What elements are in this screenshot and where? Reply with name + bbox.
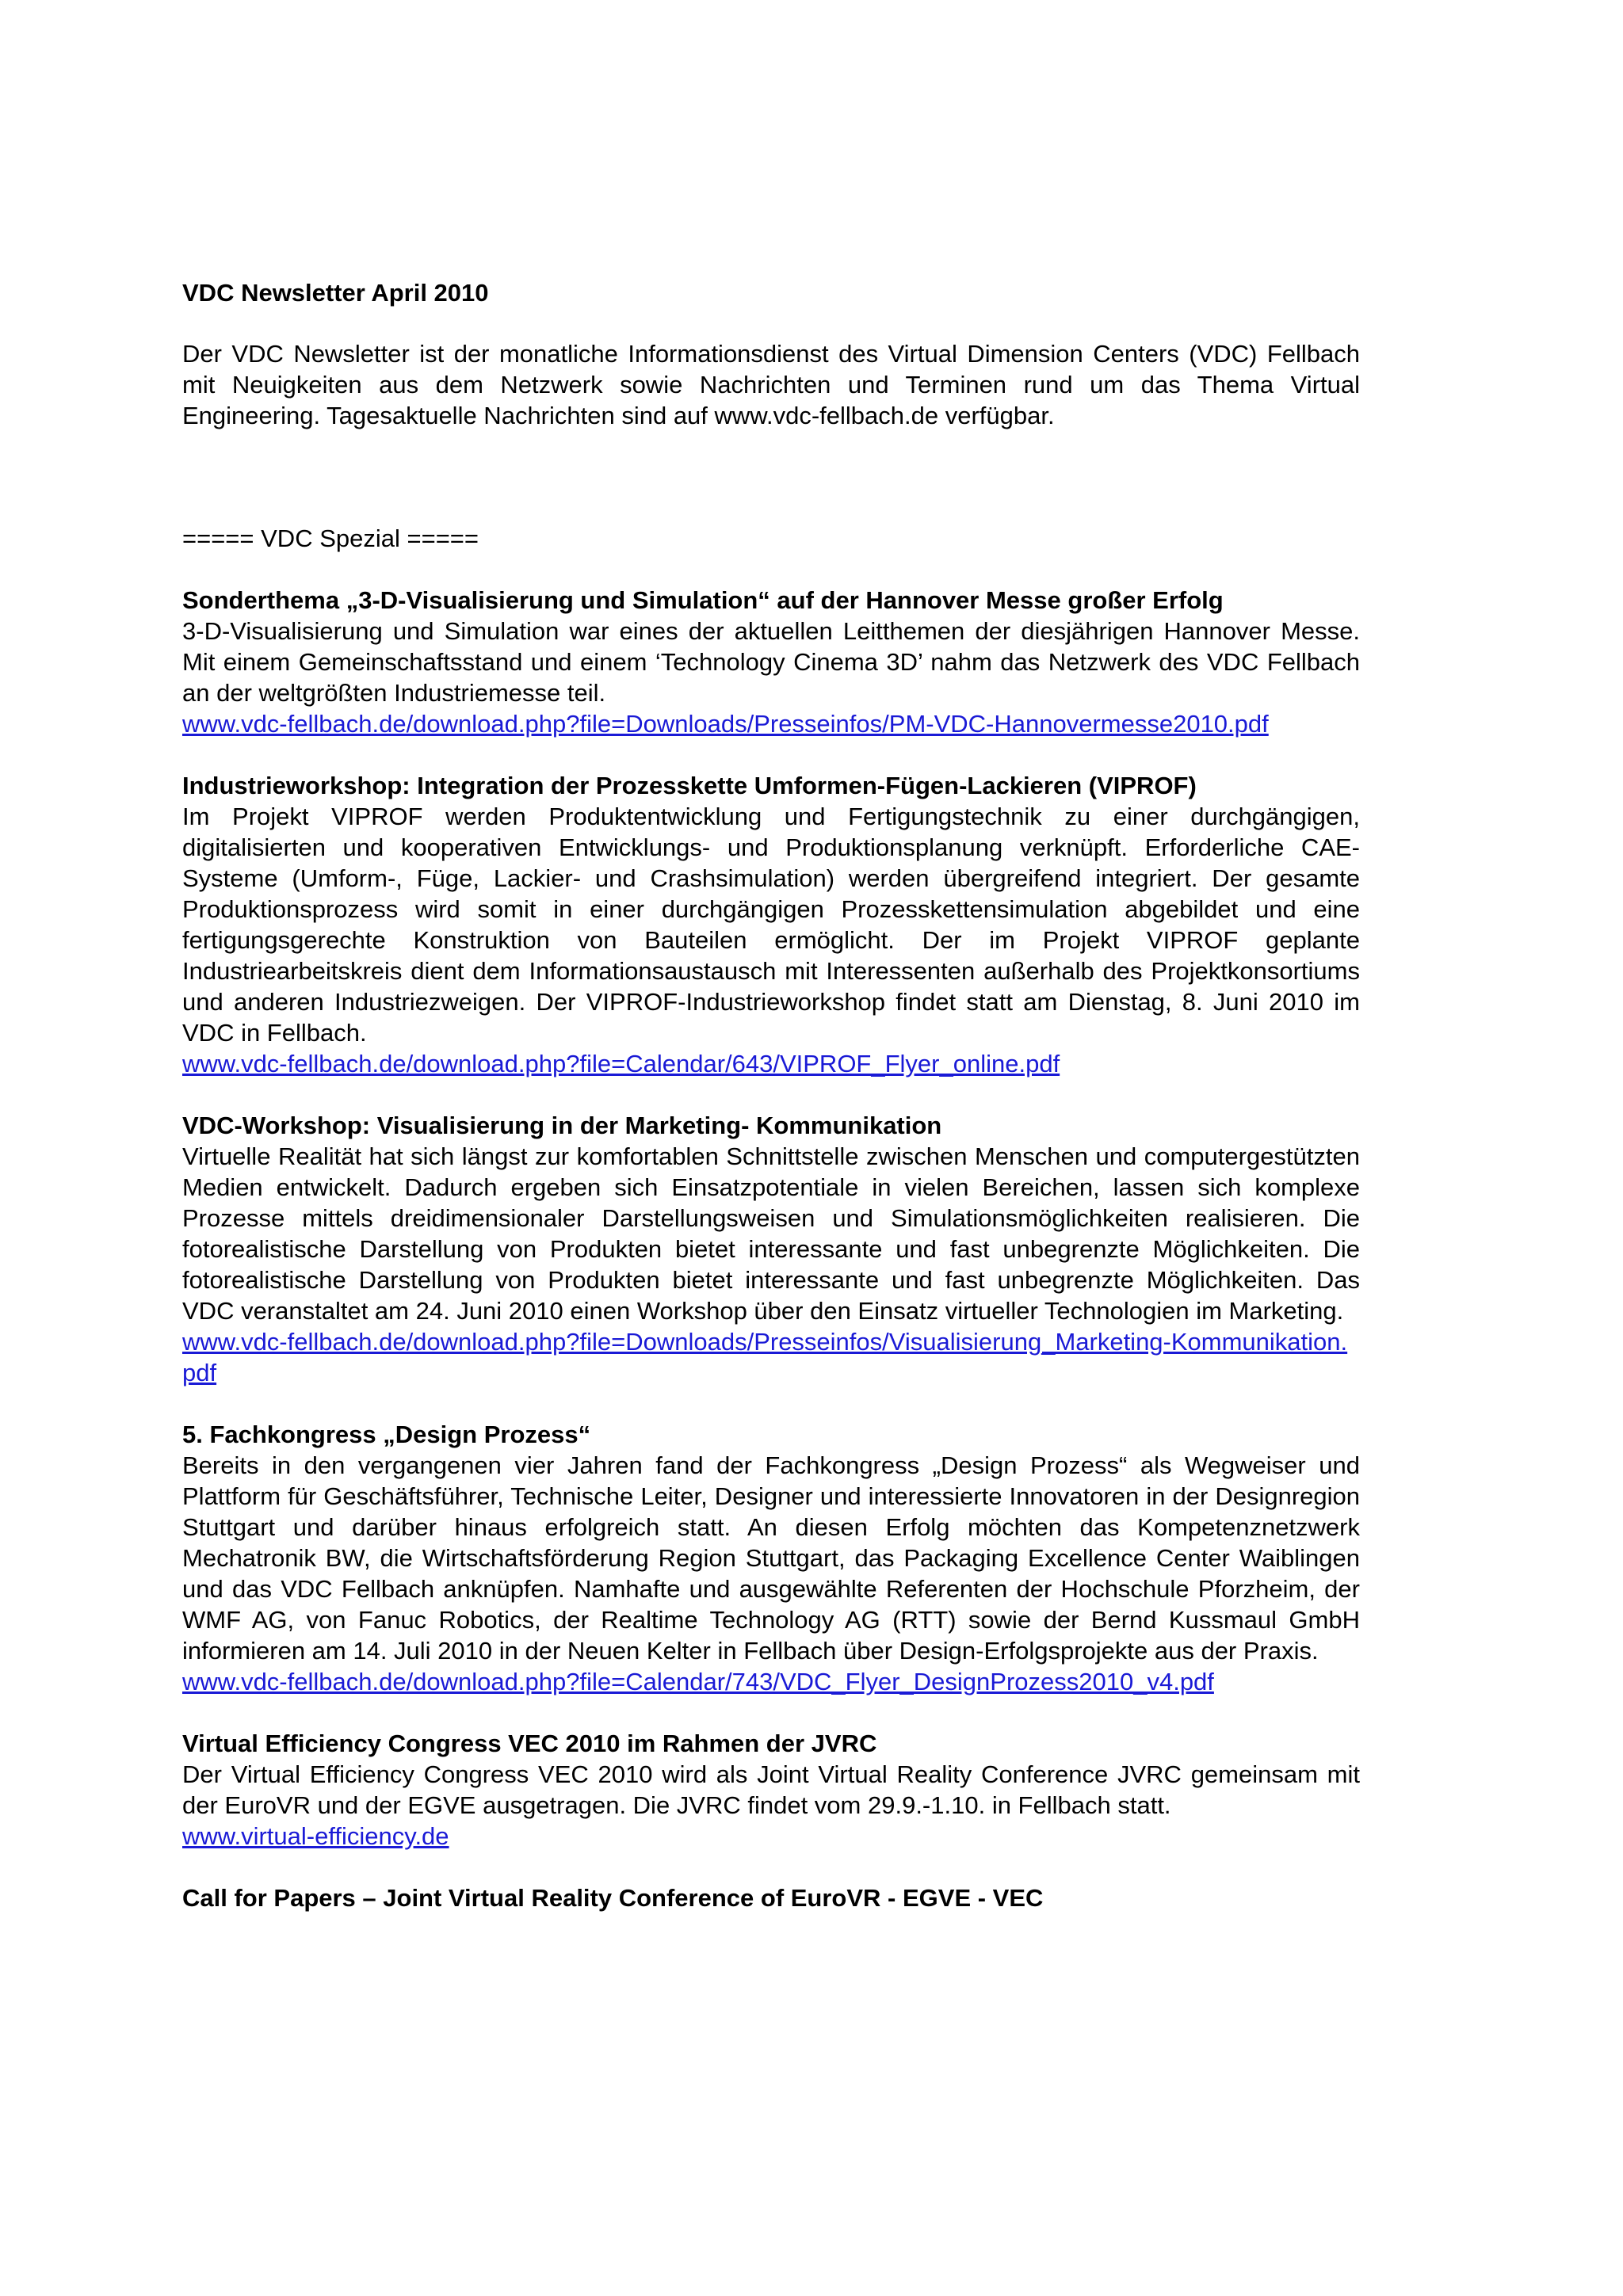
article-link[interactable]: www.virtual-efficiency.de [182,1822,449,1850]
intro-paragraph: Der VDC Newsletter ist der monatliche Informationsdienst des Virtual Dimension Centers (VDC) Fellbach mit Neuigkeiten aus dem Netzwerk sowie Nachrichten und Terminen rund um das Thema Virtual Engineering. Tagesaktuelle Nachrichten sind auf www.vdc-fellbach.de verfügbar. [182,340,1360,429]
article-heading: VDC-Workshop: Visualisierung in der Marketing- Kommunikation [182,1112,942,1139]
article-heading: Sonderthema „3-D-Visualisierung und Simulation“ auf der Hannover Messe großer Erfolg [182,586,1224,614]
article-link[interactable]: www.vdc-fellbach.de/download.php?file=Downloads/Presseinfos/Visualisierung_Marketing-Kommunikation.pdf [182,1328,1348,1386]
article-design-prozess [182,1419,1360,1697]
article-body: 3-D-Visualisierung und Simulation war eines der aktuellen Leitthemen der diesjährigen Hannover Messe. Mit einem Gemeinschaftsstand und einem ‘Technology Cinema 3D’ nahm das Netzwerk des VDC Fellbach an der weltgrößten Industriemesse teil. [182,617,1360,707]
article-viprof-workshop [182,770,1360,1079]
article-link[interactable]: www.vdc-fellbach.de/download.php?file=Downloads/Presseinfos/PM-VDC-Hannovermesse2010.pdf [182,710,1269,738]
article-marketing-workshop [182,1110,1360,1388]
newsletter-title: VDC Newsletter April 2010 [182,279,489,307]
article-link[interactable]: www.vdc-fellbach.de/download.php?file=Calendar/643/VIPROF_Flyer_online.pdf [182,1050,1060,1077]
newsletter-page [182,277,1360,1913]
call-for-papers-heading: Call for Papers – Joint Virtual Reality Conference of EuroVR - EGVE - VEC [182,1884,1044,1912]
article-heading: 5. Fachkongress „Design Prozess“ [182,1421,591,1448]
article-vec-2010 [182,1728,1360,1852]
article-heading: Industrieworkshop: Integration der Prozesskette Umformen-Fügen-Lackieren (VIPROF) [182,772,1197,799]
article-body: Im Projekt VIPROF werden Produktentwicklung und Fertigungstechnik zu einer durchgängigen, digitalisierten und kooperativen Entwicklungs- und Produktionsplanung verknüpft. Erforderliche CAE-Systeme (Umform-, Füge, Lackier- und Crashsimulation) werden übergreifend integriert. Der gesamte Produktionsprozess wird somit in einer durchgängigen Prozesskettensimulation abgebildet und eine fertigungsgerechte Konstruktion von Bauteilen ermöglicht. Der im Projekt VIPROF geplante Industriearbeitskreis dient dem Informationsaustausch mit Interessenten außerhalb des Projektkonsortiums und anderen Industriezweigen. Der VIPROF-Industrieworkshop findet statt am Dienstag, 8. Juni 2010 im VDC in Fellbach. [182,803,1360,1047]
article-hannover-messe [182,585,1360,739]
article-body: Der Virtual Efficiency Congress VEC 2010 wird als Joint Virtual Reality Conference JVRC gemeinsam mit der EuroVR und der EGVE ausgetragen. Die JVRC findet vom 29.9.-1.10. in Fellbach statt. [182,1760,1360,1819]
article-heading: Virtual Efficiency Congress VEC 2010 im Rahmen der JVRC [182,1730,877,1757]
article-body: Virtuelle Realität hat sich längst zur komfortablen Schnittstelle zwischen Menschen und computergestützten Medien entwickelt. Dadurch ergeben sich Einsatzpotentiale in vielen Bereichen, lassen sich komplexe Prozesse mittels dreidimensionaler Darstellungsweisen und Simulationsmöglichkeiten realisieren. Die fotorealistische Darstellung von Produkten bietet interessante und fast unbegrenzte Möglichkeiten. Die fotorealistische Darstellung von Produkten bietet interessante und fast unbegrenzte Möglichkeiten. Das VDC veranstaltet am 24. Juni 2010 einen Workshop über den Einsatz virtueller Technologien im Marketing. [182,1142,1360,1325]
article-link[interactable]: www.vdc-fellbach.de/download.php?file=Calendar/743/VDC_Flyer_DesignProzess2010_v4.pdf [182,1668,1214,1695]
section-marker: ===== VDC Spezial ===== [182,524,479,552]
article-body: Bereits in den vergangenen vier Jahren fand der Fachkongress „Design Prozess“ als Wegweiser und Plattform für Geschäftsführer, Technische Leiter, Designer und interessierte Innovatoren in der Designregion Stuttgart und darüber hinaus erfolgreich statt. An diesen Erfolg möchten das Kompetenznetzwerk Mechatronik BW, die Wirtschaftsförderung Region Stuttgart, das Packaging Excellence Center Waiblingen und das VDC Fellbach anknüpfen. Namhafte und ausgewählte Referenten der Hochschule Pforzheim, der WMF AG, von Fanuc Robotics, der Realtime Technology AG (RTT) sowie der Bernd Kussmaul GmbH informieren am 14. Juli 2010 in der Neuen Kelter in Fellbach über Design-Erfolgsprojekte aus der Praxis. [182,1451,1360,1665]
